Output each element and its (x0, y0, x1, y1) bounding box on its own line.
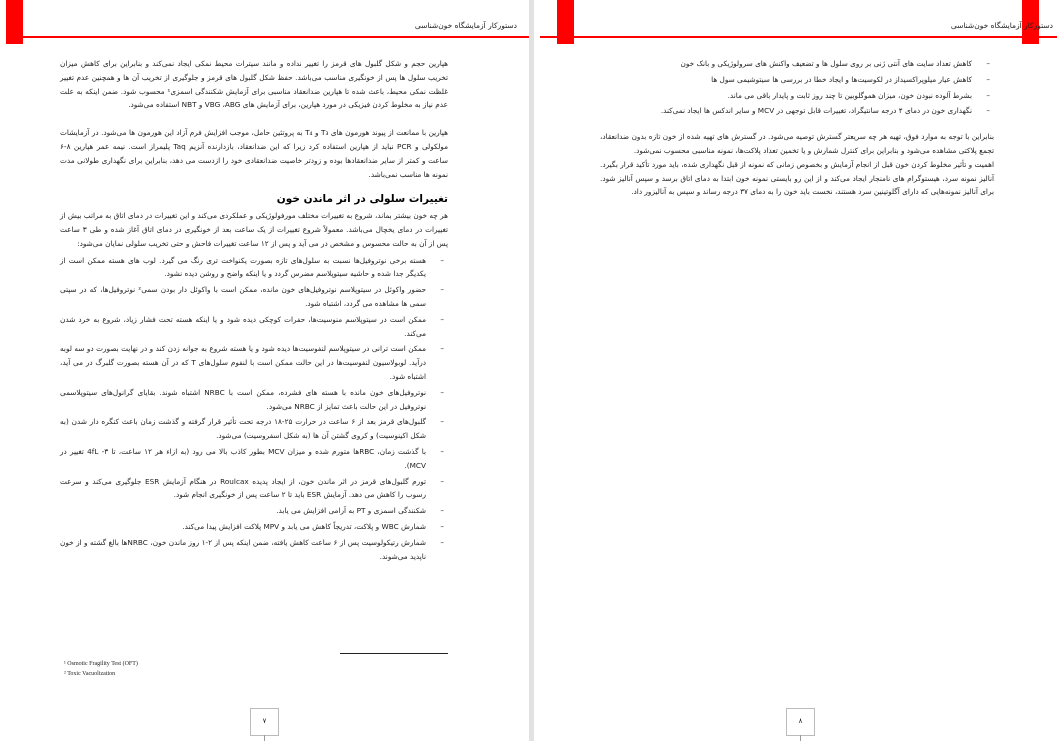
list-item: – کاهش تعداد سایت های آنتی ژنی بر روی سلول ها و تضعیف واکنش های سرولوژیکی و بانک خون (600, 57, 994, 71)
list-item: – نوتروفیل‌های خون مانده با هسته های فشرده، ممکن است با NRBC اشتباه شوند. بقایای گرانول‌های سیتوپلاسمی نوتروفیل در این حالت باعث تمایز از NRBC می‌شود. (60, 386, 448, 414)
page-number: ۷ (250, 708, 279, 736)
bullet-list (60, 254, 448, 564)
right-page (534, 0, 1063, 741)
list-item: – نگهداری خون در دمای ۴ درجه سانتیگراد، تغییرات قابل توجهی در MCV و سایر اندکس ها ایجاد نمی‌کند. (600, 104, 994, 118)
paragraph: هپارین با ممانعت از پیوند هورمون های T₃ و T₄ به پروتئین حامل، موجب افزایش فرم آزاد این هورمون ها می‌شود. در آزمایشات مولکولی و PCR نباید از هپارین استفاده کرد زیرا که این ضدانعقاد، بازدارنده آنزیم Taq پلیمراز است. نیمه عمر هپارین ۸-۶ ساعت و کمتر از سایر ضدانعقادها بوده و زودتر خاصیت ضدانعقادی خود را ازدست می دهد، بنابراین برای نگهداری طولانی مدت نمونه ها مناسب نمی‌باشد. (60, 128, 448, 179)
list-item: – بشرط آلوده نبودن خون، میزان هموگلوبین تا چند روز ثابت و پایدار باقی می ماند. (600, 89, 994, 103)
paragraph: هپارین حجم و شکل گلبول های قرمز را تغییر نداده و مانند سیترات محیط نمکی ایجاد نمی‌کند و بنابراین برای کاهش میزان تخریب سلول ها پس از خونگیری مناسب می‌باشد. حفظ شکل گلبول های قرمز و جلوگیری از تخریب آن ها و همچنین عدم تغییر غلظت نمکی محیط، باعث شده تا هپارین ضدانعقاد مناسبی برای آزمایش شکنندگی اسمزی¹ محسوب شود. ضمن اینکه به علت عدم نیاز به مخلوط کردن فیزیکی در مورد هپارین، برای آزمایش های VBG ،ABG و NBT استفاده می‌شود. (60, 59, 449, 110)
footnotes (64, 659, 138, 679)
footnote-separator (340, 653, 448, 654)
running-header: دستورکار آزمایشگاه خون‌شناسی (950, 21, 1053, 30)
list-item: – گلبول‌های قرمز بعد از ۶ ساعت در حرارت ۲۵-۱۸ درجه تحت تأثیر قرار گرفته و گذشت زمان باعث کنگره دار شدن (به شکل اکینوسیت) و کروی گشتن آن ها (به شکل اسفروسیت) می‌شود. (60, 415, 448, 443)
paragraph: بنابراین با توجه به موارد فوق، تهیه هر چه سریعتر گسترش توصیه می‌شود. در گسترش های تهیه شده از خون تازه بدون ضدانعقاد، تجمع پلاکتی مشاهده می‌شود و بنابراین برای کنترل شمارش و یا تخمین تعداد پلاکت‌ها، نمونه مناسبی محسوب نمی‌شود. (600, 132, 994, 155)
list-item: – تورم گلبول‌های قرمز در اثر ماندن خون، از ایجاد پدیده Roulcax در هنگام آزمایش ESR جلوگیری می‌کند و سرعت رسوب را کاهش می دهد. آزمایش ESR باید تا ۲ ساعت پس از خونگیری انجام شود. (60, 475, 448, 503)
page-number-stem (800, 735, 801, 741)
footnote: ² Toxic Vacuolization (64, 671, 116, 677)
left-page (0, 0, 529, 741)
left-page-body (60, 57, 448, 565)
list-item: – حضور واکوئل در سیتوپلاسم نوتروفیل‌های خون مانده، ممکن است با واکوئل دار بودن سمی² نوتروفیل‌ها، که در سپتی سمی ها مشاهده می گردد، اشتباه شود. (60, 283, 448, 311)
list-item: – ممکن است در سیتوپلاسم منوسیت‌ها، حفرات کوچکی دیده شود و یا اینکه هسته تحت فشار زیاد، شروع به خرد شدن می‌کند. (60, 313, 448, 341)
section-heading: تغییرات سلولی در اثر ماندن خون (276, 193, 448, 206)
bullet-list (600, 57, 994, 118)
list-item: – کاهش عیار میلوپراکسیداز در لکوسیت‌ها و ایجاد خطا در بررسی ها سیتوشیمی سول ها (600, 73, 994, 87)
list-item: – شمارش رتیکولوسیت پس از ۶ ساعت کاهش یافته، ضمن اینکه پس از ۲-۱ روز ماندن خون، NRBCها بالغ گشته و از خون ناپدید می‌شوند. (60, 536, 448, 564)
list-item: – ممکن است ترانی در سیتوپلاسم لنفوسیت‌ها دیده شود و یا هسته شروع به جوانه زدن کند و در نهایت بصورت دو سه لوبه درآید. لوبولاسیون لنفوسیت‌ها در این حالت ممکن است با لنفوم سلول‌های T که در آن هسته بصورت گلبرگ در می آید، اشتباه شود. (60, 342, 448, 383)
right-page-body (600, 57, 994, 213)
footnote: ¹ Osmotic Fragility Test (OFT) (64, 661, 138, 667)
section-intro: هر چه خون بیشتر بماند، شروع به تغییرات مختلف مورفولوژیکی و عملکردی می‌کند و این تغییرات در دمای اتاق به مراتب بیش از تغییرات در دمای یخچال می‌باشد. معمولاً شروع تغییرات از یک ساعت بعد از خونگیری در دمای اتاق آغاز شده و طی ۳ ساعت پس از آن به حالت محسوس و مشخص در می آید و پس از ۱۲ ساعت تغییرات فاحش و حتی تخریب سلولی نمایان می‌شود: (60, 211, 448, 248)
list-item: – هسته برخی نوتروفیل‌ها نسبت به سلول‌های تازه بصورت یکنواخت تری رنگ می گیرد. لوب های هسته ممکن است از یکدیگر جدا شده و حاشیه سیتوپلاسم مضرس گردد و یا اینکه واضح و روشن دیده نشود. (60, 254, 448, 282)
page-number: ۸ (786, 708, 815, 736)
paragraph: اهمیت و تأثیر مخلوط کردن خون قبل از انجام آزمایش و بخصوص زمانی که نمونه از قبل نگهداری شده، باید مورد تأکید قرار بگیرد. آنالیز نمونه سرد، هیستوگرام های نامنجار ایجاد می‌کند و از این رو بایستی نمونه خون ابتدا به دمای اتاق برسد و سپس آنالیز شود. برای آنالیز نمونه‌هایی که دارای آگلوتینین سرد هستند، نخست باید خون را به دمای ۳۷ درجه رساند و سپس به آنالیزور داد. (600, 159, 994, 197)
header-rule (540, 36, 1057, 38)
list-item: – شمارش WBC و پلاکت، تدریجاً کاهش می یابد و MPV پلاکت افزایش پیدا می‌کند. (60, 520, 448, 534)
list-item: – با گذشت زمان، RBCها متورم شده و میزان MCV بطور کاذب بالا می رود (به ازاء هر ۱۲ ساعت، تا 4fL -۳ تغییر در MCV). (60, 445, 448, 473)
page-number-stem (264, 735, 265, 741)
list-item: – شکنندگی اسمزی و PT به آرامی افزایش می یابد. (60, 504, 448, 518)
header-rule (6, 36, 529, 38)
running-header: دستورکار آزمایشگاه خون‌شناسی (414, 21, 517, 30)
